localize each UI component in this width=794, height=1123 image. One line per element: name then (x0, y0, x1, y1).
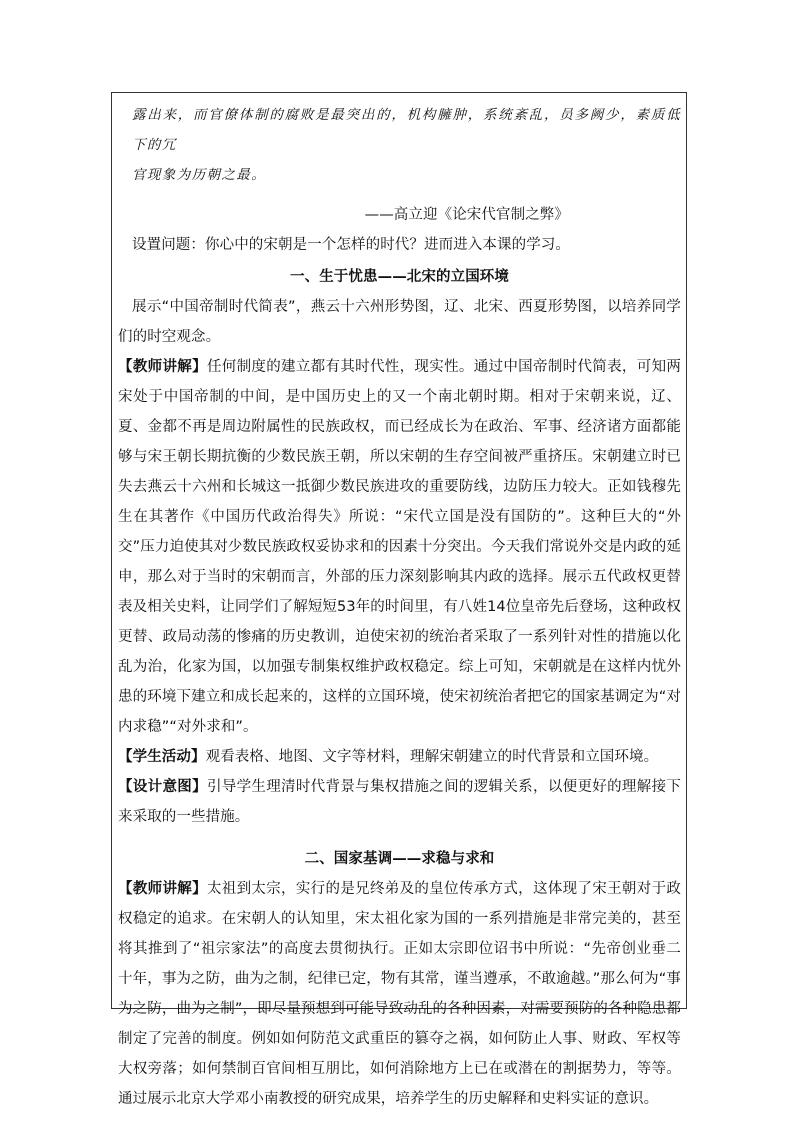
intro-question: 设置问题：你心中的宋朝是一个怎样的时代？进而进入本课的学习。 (132, 237, 570, 253)
teacher-tag: 【教师讲解】 (118, 359, 207, 375)
section-1-design-text: 引导学生理清时代背景与集权措施之间的逻辑关系，以便更好的理解接下来采取的一些措施。 (118, 779, 681, 825)
section-1-design-paragraph (118, 772, 681, 832)
section-1-teacher-text: 任何制度的建立都有其时代性，现实性。通过中国帝制时代简表，可知两宋处于中国帝制的中间，是中国历史上的又一个南北朝时期。相对于宋朝来说，辽、夏、金都不再是周边附属性的民族政权，而已经成长为在政治、军事、经济诸方面都能够与宋王朝长期抗衡的少数民族王朝，所以宋朝的生存空间被严重挤压。宋朝建立时已失去燕云十六州和长城这一抵御少数民族进攻的重要防线，边防压力较大。正如钱穆先生在其著作《中国历代政治得失》所说：“宋代立国是没有国防的”。这种巨大的“外交”压力迫使其对少数民族政权妥协求和的因素十分突出。今天我们常说外交是内政的延申，那么对于当时的宋朝而言，外部的压力深刻影响其内政的选择。展示五代政权更替表及相关史料，让同学们了解短短53年的时间里，有八姓14位皇帝先后登场，这种政权更替、政局动荡的惨痛的历史教训，迫使宋初的统治者采取了一系列针对性的措施以化乱为治，化家为国，以加强专制集权维护政权稳定。综上可知，宋朝就是在这样内忧外患的环境下建立和成长起来的，这样的立国环境，使宋初统治者把它的国家基调定为“对内求稳”“对外求和”。 (118, 359, 681, 735)
section-2-heading: 二、国家基调——求稳与求和 (304, 851, 495, 867)
quote-line-1: 露出来，而官僚体制的腐败是最突出的，机构臃肿，系统紊乱，员多阙少，素质低下的冗 (132, 107, 681, 153)
design-tag: 【设计意图】 (118, 779, 207, 795)
section-1-teacher-paragraph (118, 352, 681, 742)
section-1-heading: 一、生于忧患——北宋的立国环境 (290, 269, 509, 285)
section-1-display: 展示“中国帝制时代简表”，燕云十六州形势图，辽、北宋、西夏形势图，以培养同学们的时空观念。 (118, 299, 681, 345)
section-2-teacher-paragraph (118, 874, 681, 1114)
section-2-teacher-text: 太祖到太宗，实行的是兄终弟及的皇位传承方式，这体现了宋王朝对于政权稳定的追求。在宋朝人的认知里，宋太祖化家为国的一系列措施是非常完美的，甚至将其推到了“祖宗家法”的高度去贯彻执行。正如太宗即位诏书中所说：“先帝创业垂二十年，事为之防，曲为之制，纪律已定，物有其常，谨当遵承，不敢逾越。”那么何为“事为之防，曲为之制”，即尽量预想到可能导致动乱的各种因素，对需要预防的各种隐患都制定了完善的制度。例如如何防范文武重臣的篡夺之祸，如何防止人事、财政、军权等大权旁落；如何禁制百官间相互朋比，如何消除地方上已在或潜在的割据势力，等等。通过展示北京大学邓小南教授的研究成果，培养学生的历史解释和史料实证的意识。 (118, 881, 681, 1107)
section-1-student-text: 观看表格、地图、文字等材料，理解宋朝建立的时代背景和立国环境。 (205, 749, 659, 765)
document-body (118, 100, 681, 1114)
quote-line-2: 官现象为历朝之最。 (132, 167, 267, 183)
quote-attribution: ——高立迎《论宋代官制之弊》 (364, 207, 569, 223)
student-tag: 【学生活动】 (118, 749, 206, 765)
teacher-tag: 【教师讲解】 (118, 881, 207, 897)
section-1-student-paragraph (118, 742, 681, 772)
